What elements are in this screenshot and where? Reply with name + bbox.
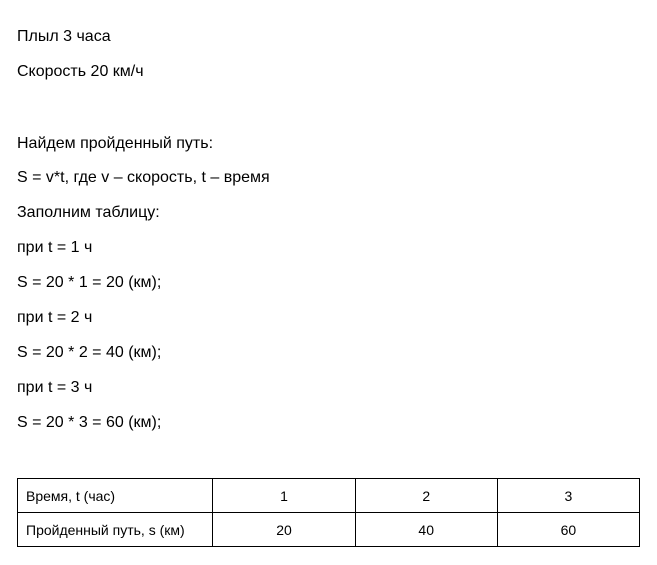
table-row-distance (18, 513, 640, 547)
table-row-label: Пройденный путь, s (км) (18, 513, 213, 547)
given-time-text: Плыл 3 часа (17, 28, 111, 45)
formula-text: S = v*t, где v – скорость, t – время (17, 169, 270, 186)
calc-t1-text: S = 20 * 1 = 20 (км); (17, 274, 162, 291)
time-distance-table (17, 478, 640, 547)
table-cell: 1 (213, 479, 355, 513)
table-cell: 3 (497, 479, 639, 513)
case-t2-text: при t = 2 ч (17, 309, 93, 326)
given-speed-text: Скорость 20 км/ч (17, 63, 144, 80)
case-t3-text: при t = 3 ч (17, 379, 93, 396)
case-t1-text: при t = 1 ч (17, 239, 93, 256)
table-cell: 20 (213, 513, 355, 547)
table-row-time (18, 479, 640, 513)
calc-t2-text: S = 20 * 2 = 40 (км); (17, 344, 162, 361)
table-cell: 60 (497, 513, 639, 547)
find-distance-heading: Найдем пройденный путь: (17, 135, 214, 152)
table-cell: 40 (355, 513, 497, 547)
calc-t3-text: S = 20 * 3 = 60 (км); (17, 414, 162, 431)
table-cell: 2 (355, 479, 497, 513)
fill-table-text: Заполним таблицу: (17, 204, 160, 221)
table-row-label: Время, t (час) (18, 479, 213, 513)
